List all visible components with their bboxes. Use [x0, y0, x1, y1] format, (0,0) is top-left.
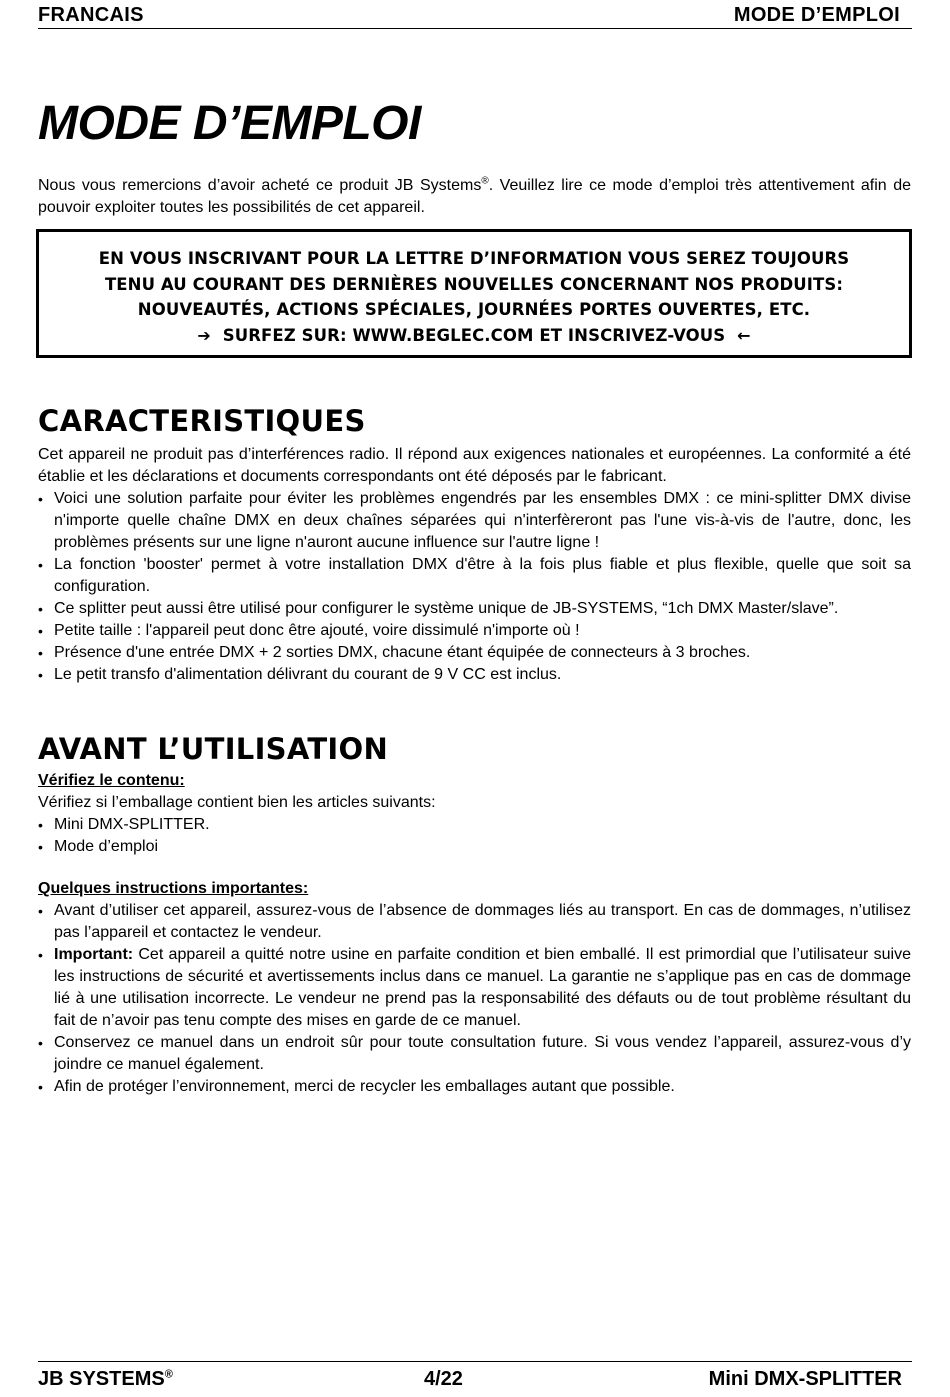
list-item: • Mini DMX-SPLITTER.: [38, 814, 911, 836]
intro-paragraph: [38, 175, 911, 219]
instructions-list: [38, 900, 911, 1098]
list-item: • La fonction 'booster' permet à votre installation DMX d'être à la fois plus fiable et plus flexible, quelle que soit sa configuration.: [38, 554, 911, 598]
newsletter-link-text[interactable]: SURFEZ SUR: WWW.BEGLEC.COM ET INSCRIVEZ-VOUS: [222, 325, 726, 345]
newsletter-line: EN VOUS INSCRIVANT POUR LA LETTRE D’INFORMATION VOUS SEREZ TOUJOURS: [98, 249, 850, 268]
arrow-right-icon: ➔: [197, 325, 211, 345]
header-section: MODE D’EMPLOI: [733, 4, 900, 26]
list-item: • Mode d’emploi: [38, 836, 911, 858]
page-footer: [38, 1361, 912, 1396]
instructions-block: [38, 878, 911, 1098]
important-text: Cet appareil a quitté notre usine en parfaite condition et bien emballé. Il est primordial que l’utilisateur suive les instructions de sécurité et avertissements inclus dans ce manuel. La garantie ne s’applique pas en cas de dommage lié à une utilisation incorrecte. Le vendeur ne prend pas la responsabilité des défauts ou de tout problème résultant du fait de n’avoir pas tenu compte des mises en garde de ce manuel.: [54, 946, 911, 1029]
newsletter-line: NOUVEAUTÉS, ACTIONS SPÉCIALES, JOURNÉES PORTES OUVERTES, ETC.: [137, 300, 811, 319]
document-title: MODE D’EMPLOI: [38, 97, 421, 150]
list-item: • Voici une solution parfaite pour éviter les problèmes engendrés par les ensembles DMX : ce mini-splitter DMX divise n'importe quelle chaîne DMX en deux chaînes séparées qui n'interfèreront pas l'une vis-à-vis de l'autre, donc, les problèmes présents sur une ligne n'auront aucune influence sur l'autre ligne !: [38, 488, 911, 554]
footer-product: Mini DMX-SPLITTER: [708, 1368, 902, 1390]
arrow-left-icon: ←: [737, 325, 751, 345]
newsletter-box: [36, 229, 912, 358]
list-item: [38, 944, 911, 1032]
registered-mark: ®: [481, 175, 489, 187]
page-number: 4/22: [424, 1368, 463, 1390]
page-header: [38, 2, 912, 29]
intro-text: Nous vous remercions d’avoir acheté ce produit JB Systems: [38, 177, 482, 194]
features-block: [38, 444, 911, 686]
instructions-subheading: Quelques instructions importantes:: [38, 880, 309, 897]
list-item: • Petite taille : l'appareil peut donc être ajouté, voire dissimulé n'importe où !: [38, 620, 911, 642]
list-item: • Le petit transfo d'alimentation délivrant du courant de 9 V CC est inclus.: [38, 664, 911, 686]
before-use-heading: AVANT L’UTILISATION: [38, 732, 389, 766]
newsletter-line: TENU AU COURANT DES DERNIÈRES NOUVELLES CONCERNANT NOS PRODUITS:: [104, 274, 844, 294]
list-item: • Ce splitter peut aussi être utilisé pour configurer le système unique de JB-SYSTEMS, “1ch DMX Master/slave”.: [38, 598, 911, 620]
footer-brand: [38, 1368, 173, 1391]
list-item: • Conservez ce manuel dans un endroit sûr pour toute consultation future. Si vous vendez l’appareil, assurez-vous d’y joindre ce manuel également.: [38, 1032, 911, 1076]
contents-text: Vérifiez si l’emballage contient bien les articles suivants:: [38, 794, 436, 811]
footer-brand-name: JB SYSTEMS: [38, 1368, 165, 1390]
features-heading: CARACTERISTIQUES: [38, 404, 366, 438]
list-item: • Présence d'une entrée DMX + 2 sorties DMX, chacune étant équipée de connecteurs à 3 broches.: [38, 642, 911, 664]
list-item: • Avant d’utiliser cet appareil, assurez-vous de l’absence de dommages liés au transport. En cas de dommages, n’utilisez pas l’appareil et contactez le vendeur.: [38, 900, 911, 944]
list-item: • Afin de protéger l’environnement, merci de recycler les emballages autant que possible.: [38, 1076, 911, 1098]
contents-list: [38, 814, 911, 858]
contents-block: [38, 770, 911, 858]
header-language: FRANCAIS: [38, 4, 144, 26]
intro-text-rest: . Veuillez lire ce mode d’emploi très attentivement afin de pouvoir exploiter toutes les possibilités de cet appareil.: [38, 177, 911, 216]
newsletter-cta: [39, 323, 909, 349]
registered-mark: ®: [164, 1368, 173, 1381]
features-intro: Cet appareil ne produit pas d’interférences radio. Il répond aux exigences nationales et européennes. La conformité a été établie et les déclarations et documents correspondants ont été déposés par le fabricant.: [38, 446, 911, 485]
important-label: Important:: [54, 946, 134, 963]
contents-subheading: Vérifiez le contenu:: [38, 772, 185, 789]
features-list: [38, 488, 911, 686]
